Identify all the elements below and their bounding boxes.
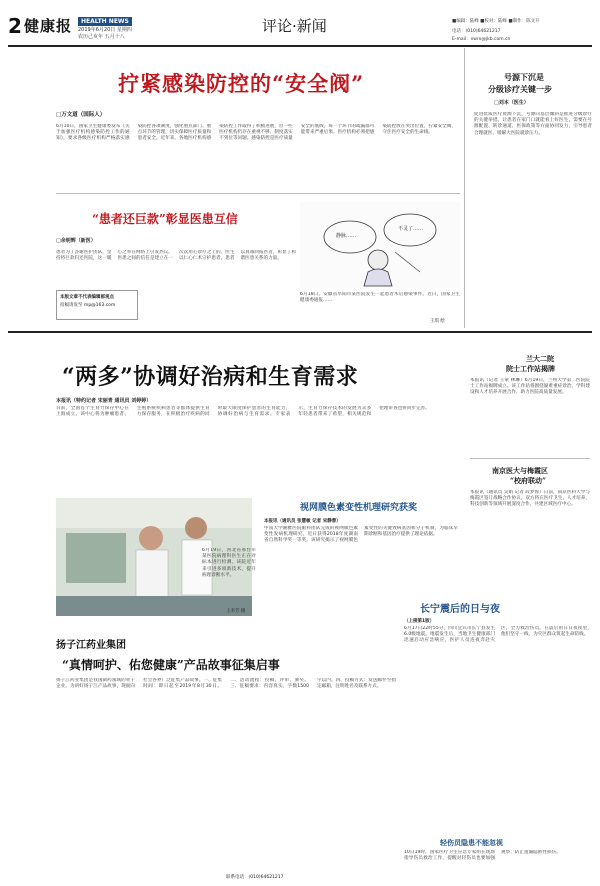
section-title: 评论·新闻 xyxy=(262,17,327,35)
email: E-mail：xwrx@jkb.com.cn xyxy=(452,37,511,42)
editorial-note xyxy=(56,290,138,320)
main-headline: “两多”协调好治病和生育需求 xyxy=(62,364,359,390)
article1-body: 6月10日，国家卫生健康委发布《关于加强医疗机构感染防控工作的通知》，要求各级医疗机构严格落实感染防控各项制度，强化重点部门、重点环节的管理，切实保障医疗质量和患者安全。近年来，各地医疗机构感染防控工作取得了积极进展，但一些医疗机构仍存在重视不够、制度落实不到位等问题。感染防控是医疗质量安全的底线，每一个环节的疏漏都可能带来严重后果。医疗机构必须把感染防控放在突出位置，拧紧安全阀，守住医疗安全的生命线。 xyxy=(56,124,456,142)
lunar-date: 农历己亥年 五月十八 xyxy=(78,34,125,40)
cartoon-sign: 王琪 绘 xyxy=(430,319,445,324)
quake-title: 长宁震后的日与夜 xyxy=(420,604,500,615)
pharma-contact: 联系电话：(010)64621217 xyxy=(226,875,284,880)
quake-sub: （上接第1版） xyxy=(404,619,435,624)
sidebar-opinion xyxy=(468,50,594,330)
pharma-company: 扬子江药业集团 xyxy=(56,640,126,651)
article-infection-control xyxy=(0,48,460,198)
cartoon xyxy=(300,198,460,328)
vr-title: 视网膜色素变性机理研究获奖 xyxy=(300,503,418,513)
photo-caption: 6月19日，河北省邢台市某医院病理科医生正在对标本进行检测。该院近年来引进多项新技术，提升病理诊断水平。 xyxy=(202,548,256,578)
vertical-rule xyxy=(464,48,465,328)
quake-title-2: 轻伤员隐患不能忽视 xyxy=(440,838,503,847)
hotline: 电话：(010)64621217 xyxy=(452,29,501,34)
sidebar-body: 促进优质医疗资源下沉，号源向基层倾斜是推进分级诊疗的关键举措。让患者在家门口就能看上好医生，需要在号源配置、转诊通道、医保政策等方面协同发力，引导患者合理就医，缓解大医院就诊压力。 xyxy=(474,112,592,136)
editors: ■编辑：陆峰 ■校对：陆峰 ■制作：陈文开 xyxy=(452,19,540,24)
masthead xyxy=(0,0,600,46)
section-rule-1 xyxy=(8,331,592,333)
cartoon-label-1: 静脉…… xyxy=(336,233,357,239)
box2-title-1: 南京医大与梅霞区 xyxy=(492,466,548,475)
note-email: 投稿请发至 mp@163.com xyxy=(60,303,116,308)
page-number: 2 xyxy=(8,14,22,38)
article2-title: “患者还巨款”彰显医患互信 xyxy=(92,212,238,226)
main-article-byline: 本报讯（特约记者 宋丽青 通讯员 刘婷婷） xyxy=(56,398,152,404)
pharma-title: “真情呵护、佑您健康”产品故事征集启事 xyxy=(62,658,280,672)
box1-body: 本报讯（记者 王蒙 林琳）6月19日，兰州大学第二医院院士工作站揭牌成立。该工作站将围绕疑难重症诊治、学科建设和人才培养开展合作，助力医院高质量发展。 xyxy=(470,378,590,396)
paper-name: 健康报 xyxy=(24,17,73,35)
issue-date: 2019年6月20日 星期四 xyxy=(78,27,132,33)
paper-english: HEALTH NEWS xyxy=(78,17,132,26)
masthead-rule xyxy=(8,45,592,47)
article1-divider xyxy=(56,193,460,194)
quake-body-2: 10日19时，国家医疗卫生应急专家组在现场指导伤员救治工作，提醒对轻伤员也要加强观察，防止遗漏隐匿性损伤。 xyxy=(404,850,561,862)
sidebar-title-1: 号源下沉是 xyxy=(504,72,544,82)
article1-byline: □万文道（国际人） xyxy=(56,112,106,118)
photo-credit: 王李芳 摄 xyxy=(226,609,246,614)
box-divider xyxy=(470,458,590,459)
vr-body: 中南大学湘雅医院眼科团队完成的视网膜色素变性发病机理研究，近日获得2018年度湖南省自然科学奖一等奖。该研究揭示了视网膜色素变性的关键致病基因和分子机制，为临床早期诊断和基因治疗提供了理论依据。 xyxy=(264,526,458,544)
box1-title-1: 兰大二院 xyxy=(526,354,554,363)
article2-body: 患者为了答谢医护团队，坚持将巨款归还医院，这一暖心之举在网络上引发热议。医患之间的信任是建立在一次次用心诊疗之上的。医生以仁心仁术守护患者，患者以真诚回报医者，彰显了和谐医患关系的力量。 xyxy=(56,250,296,262)
cartoon-caption: 6月18日，安徽省阜阳市某医院发生一起患者术后感染事件。近日，国家卫生健康委通报…… xyxy=(300,292,460,304)
box2-title-2: “校府联动” xyxy=(510,476,547,485)
main-article-body: 日前，全国首个生育力保存中心在上海成立。该中心将为肿瘤患者、生殖系统疾病患者等群体提供生育力保存服务，在积极治疗疾病的同时最大限度保护患者的生育能力，协调好治病与生育需求。专家表示，生育力保存技术的发展为众多年轻患者带来了希望，相关规范和伦理审查也将同步完善。 xyxy=(56,406,430,418)
article1-title: 拧紧感染防控的“安全阀” xyxy=(118,71,365,96)
sidebar-byline: □刘本（医生） xyxy=(494,100,529,106)
quake-body: 6月17日22时55分，四川宜宾市长宁县发生6.0级地震。地震发生后，当地卫生健康部门迅速启动应急响应，医护人员连夜奔赴灾区，全力救治伤员。在震后的日日夜夜里，他们坚守一线，为灾区群众筑起生命防线。 xyxy=(404,626,592,644)
box1-title-2: 院士工作站揭牌 xyxy=(506,364,555,373)
vr-byline: 本报讯（通讯员 张慧敏 记者 宋静蓉） xyxy=(264,519,341,524)
pharma-notice xyxy=(56,634,396,884)
article2-byline: □余明辉（新医） xyxy=(56,238,96,244)
cartoon-illustration xyxy=(300,202,460,288)
note-title: 本版文章不代表编辑部观点 xyxy=(60,295,114,300)
box2-body: 本报讯（通讯员 吴娟 记者 段梦蓉）日前，南京医科大学与梅霞区签订战略合作协议，双方将在医疗卫生、人才培养、科技创新等领域开展深度合作，共建区域医疗中心。 xyxy=(470,490,590,508)
main-article xyxy=(56,398,452,488)
pharma-body: 扬子江药业集团是我国制药领域的骨干企业。为讲好扬子江产品故事，现面向社会各界广泛征集产品故事。一、征集时间：即日起至2019年8月30日。二、活动流程：投稿、评审、颁奖。三、征稿要求：内容真实，字数1500字以内。四、投稿方式：发送邮件至指定邮箱，注明姓名及联系方式。 xyxy=(56,678,396,690)
sidebar-title-2: 分级诊疗关键一步 xyxy=(488,84,552,94)
article-patient-trust xyxy=(0,198,300,328)
cartoon-label-2: 不灵了…… xyxy=(398,226,424,232)
